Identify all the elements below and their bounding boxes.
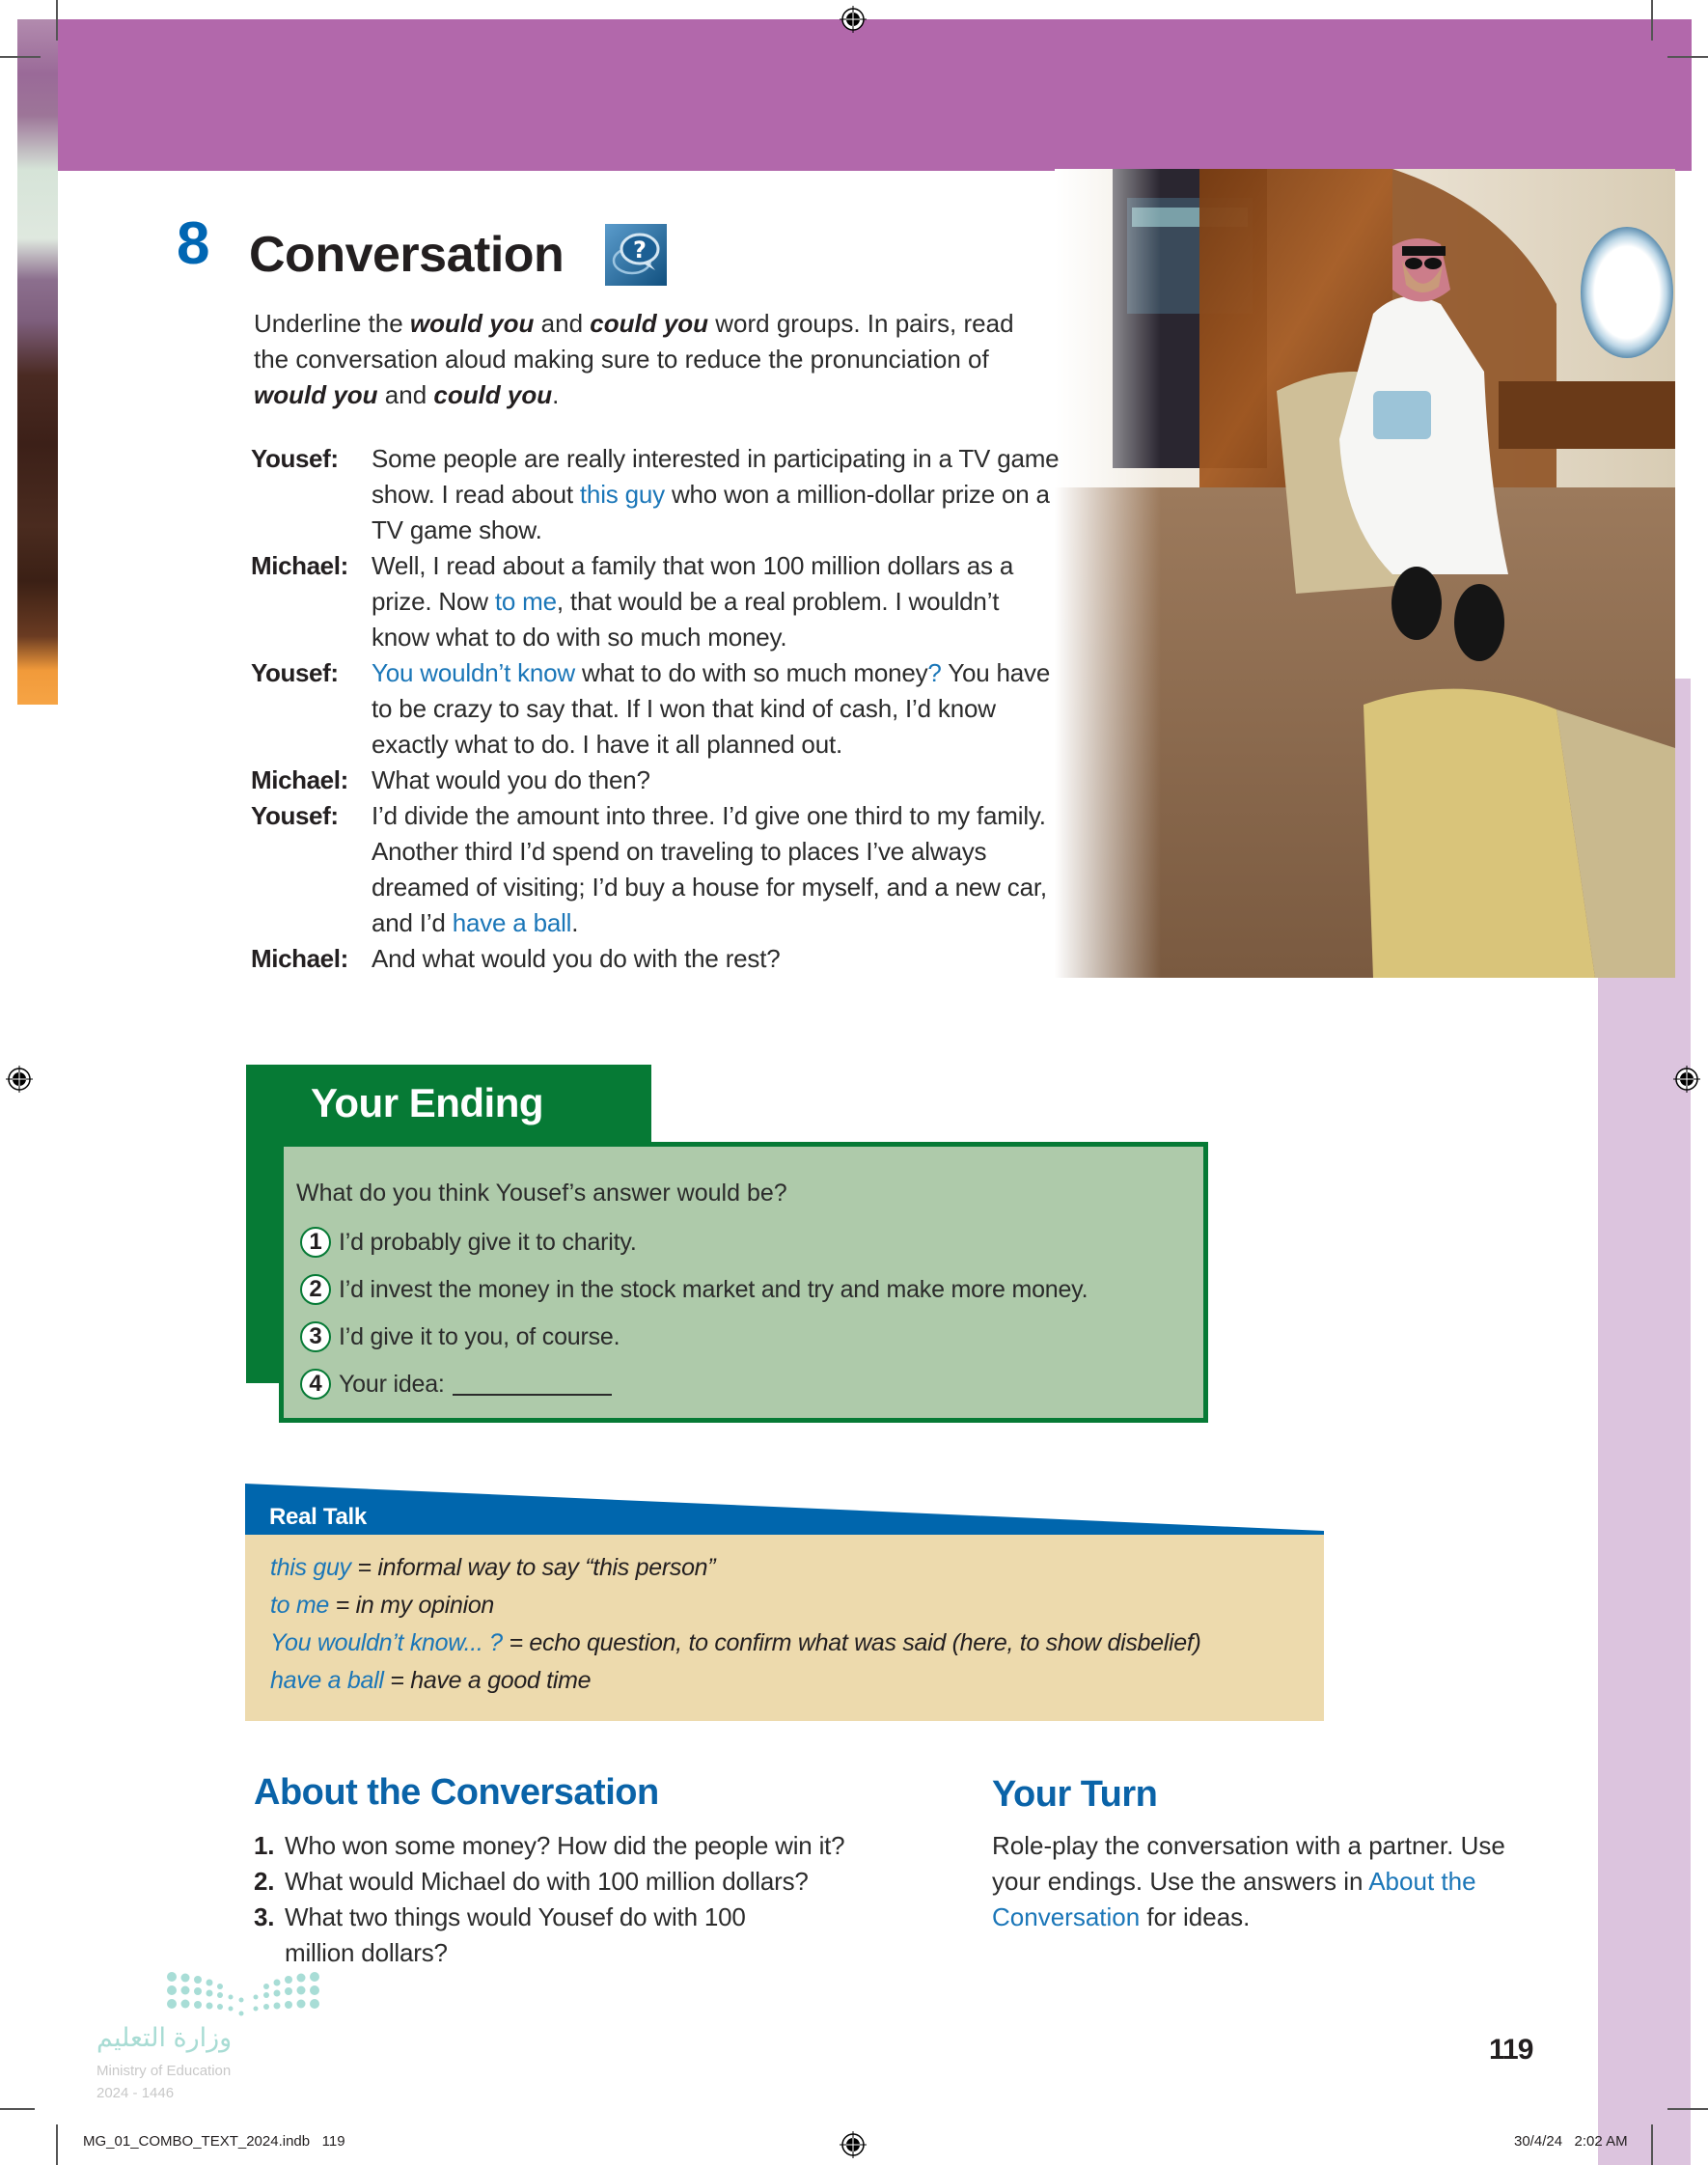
ministry-year: 2024 - 1446 — [96, 2085, 175, 2101]
your-ending-title: Your Ending — [311, 1080, 544, 1125]
dialogue-line: And what would you do with the rest? — [372, 944, 781, 973]
speaker-name: Yousef: — [251, 444, 339, 473]
option-number: 3 — [300, 1321, 331, 1352]
real-talk-item: this guy = informal way to say “this person” — [270, 1554, 716, 1581]
dialogue-turn — [251, 655, 1061, 763]
option-text: I’d invest the money in the stock market and try and make more money. — [339, 1275, 1088, 1303]
expression-link: this guy — [579, 480, 665, 509]
ministry-logo-icon — [166, 1971, 320, 2021]
real-talk-term: have a ball — [270, 1667, 384, 1694]
dialogue-turn — [251, 941, 1061, 977]
crop-mark — [1667, 56, 1708, 58]
real-talk-banner — [245, 1484, 1324, 1535]
dialogue-turn — [251, 798, 1061, 941]
dialogue-turn — [251, 441, 1061, 548]
ending-option[interactable] — [300, 1321, 620, 1352]
registration-mark-icon — [6, 1066, 33, 1093]
svg-text:?: ? — [633, 236, 647, 264]
option-number: 1 — [300, 1227, 331, 1258]
dialogue-line: You wouldn’t know what to do with so much money? You have to be crazy to say that. If I won that kind of cash, I’d know exactly what to do. I have it all planned out. — [372, 658, 1051, 759]
registration-mark-icon — [840, 6, 867, 33]
about-the-conversation-title: About the Conversation — [254, 1772, 659, 1813]
speaker-name: Yousef: — [251, 801, 339, 830]
speaker-name: Michael: — [251, 944, 348, 973]
question-item: 1. Who won some money? How did the people win it? — [254, 1831, 845, 1860]
ending-option[interactable] — [300, 1274, 1088, 1305]
speaker-name: Michael: — [251, 765, 348, 794]
real-talk-item: have a ball = have a good time — [270, 1667, 592, 1694]
real-talk-title: Real Talk — [269, 1504, 367, 1530]
ministry-name-arabic: وزارة التعليم — [96, 2023, 233, 2052]
crop-mark — [56, 0, 58, 41]
section-title: Conversation — [249, 227, 565, 283]
dialogue-line: Well, I read about a family that won 100 million dollars as a prize. Now to me, that would be a real problem. I wouldn’t know what to do with so much money. — [372, 551, 1014, 652]
crop-mark — [1651, 2124, 1653, 2165]
dialogue-turn — [251, 763, 1061, 798]
expression-link: to me — [494, 587, 557, 616]
your-turn-text: Role-play the conversation with a partner. Use your endings. Use the answers in About the Conversation for ideas. — [992, 1831, 1505, 1931]
ending-option[interactable] — [300, 1227, 637, 1258]
your-idea-blank[interactable] — [453, 1373, 612, 1396]
print-slug-date: 30/4/24 2:02 AM — [1514, 2133, 1628, 2150]
dialogue-line: I’d divide the amount into three. I’d give one third to my family. Another third I’d spend on traveling to places I’ve always dreamed of visiting; I’d buy a house for myself, and a new car, and I’d have a ball. — [372, 801, 1047, 937]
question-item: 3. What two things would Yousef do with 100 million dollars? — [254, 1902, 746, 1967]
conversation-dialogue — [251, 441, 1061, 977]
crop-mark — [1667, 2108, 1708, 2110]
real-talk-item: to me = in my opinion — [270, 1592, 495, 1619]
crop-mark — [1651, 0, 1653, 41]
expression-link: ? — [927, 658, 942, 687]
speaker-name: Michael: — [251, 551, 348, 580]
ending-option[interactable] — [300, 1369, 612, 1400]
crop-mark — [0, 2108, 35, 2110]
real-talk-term: this guy — [270, 1554, 351, 1581]
print-slug-file: MG_01_COMBO_TEXT_2024.indb 119 — [83, 2133, 345, 2150]
speaker-name: Yousef: — [251, 658, 339, 687]
option-number: 4 — [300, 1369, 331, 1400]
real-talk-item: You wouldn’t know... ? = echo question, to confirm what was said (here, to show disbelief) — [270, 1629, 1201, 1656]
expression-link: have a ball — [452, 908, 572, 937]
header-color-band — [58, 19, 1692, 171]
question-item: 2. What would Michael do with 100 million dollars? — [254, 1867, 809, 1896]
registration-mark-icon — [1673, 1066, 1700, 1093]
option-number: 2 — [300, 1274, 331, 1305]
option-text: I’d probably give it to charity. — [339, 1228, 637, 1256]
real-talk-term: You wouldn’t know... ? — [270, 1629, 503, 1656]
your-turn-title: Your Turn — [992, 1774, 1158, 1815]
crop-mark — [56, 2124, 58, 2165]
registration-mark-icon — [840, 2131, 867, 2158]
left-photo-strip — [17, 19, 58, 705]
option-text: Your idea: — [339, 1370, 445, 1398]
ministry-name-english: Ministry of Education — [96, 2063, 232, 2079]
expression-link: You wouldn’t know — [372, 658, 576, 687]
dialogue-line: Some people are really interested in participating in a TV game show. I read about this guy who won a million-dollar prize on a TV game show. — [372, 444, 1060, 544]
about-questions-list — [254, 1828, 929, 1971]
photo-man-in-private-jet — [1055, 169, 1675, 978]
dialogue-line: What would you do then? — [372, 765, 650, 794]
crop-mark — [0, 56, 41, 58]
your-ending-question: What do you think Yousef’s answer would be? — [296, 1180, 787, 1207]
page-number: 119 — [1489, 2034, 1533, 2066]
dialogue-turn — [251, 548, 1061, 655]
section-number: 8 — [177, 210, 210, 277]
option-text: I’d give it to you, of course. — [339, 1322, 620, 1350]
speech-bubble-question-icon[interactable] — [605, 224, 667, 286]
about-the-conversation-link[interactable]: About the Conversation — [992, 1867, 1476, 1931]
real-talk-term: to me — [270, 1592, 330, 1619]
instructions: Underline the would you and could you word groups. In pairs, read the conversation aloud making sure to reduce the pronunciation of would you and could you. — [254, 309, 1014, 409]
